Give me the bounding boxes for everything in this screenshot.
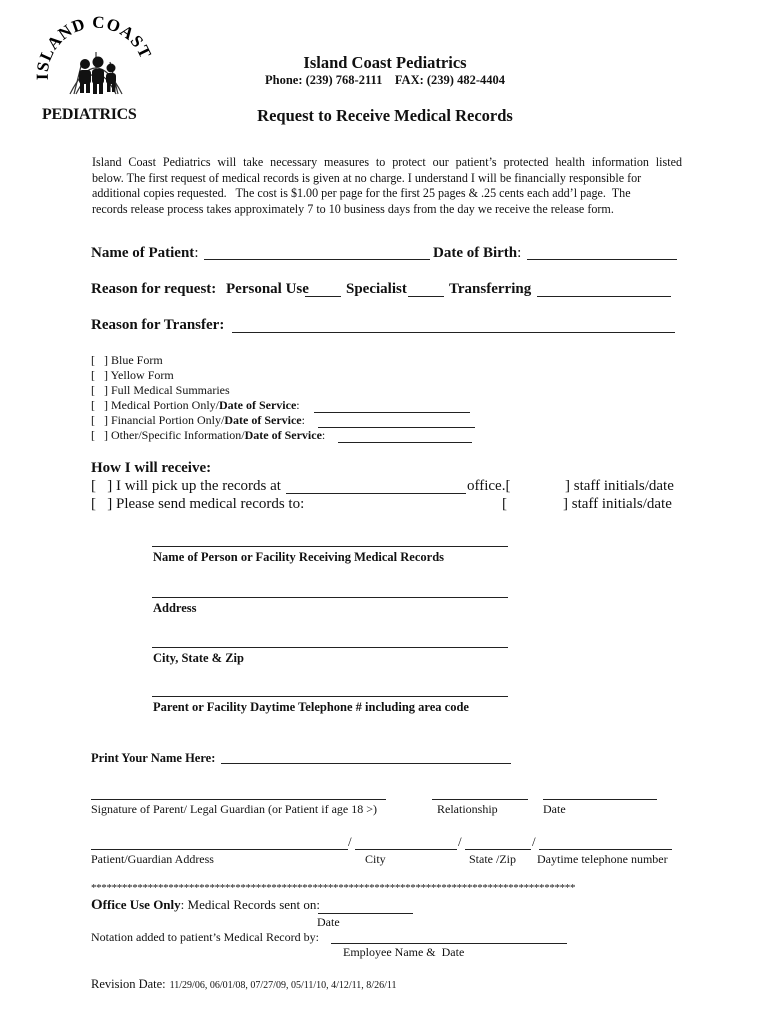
item-label: Financial Portion Only/ bbox=[111, 413, 225, 427]
intro-line-3: additional copies requested. The cost is $1.00 per page for the first 25 pages & .25 cents each add’l page. The bbox=[92, 186, 631, 200]
checkbox[interactable]: [ ] bbox=[91, 428, 108, 442]
colon: : bbox=[321, 428, 326, 442]
bracket: [ bbox=[502, 496, 507, 512]
divider-stars: ********************************************************************************************** bbox=[91, 882, 576, 894]
checklist-item bbox=[91, 413, 325, 428]
relationship-input[interactable] bbox=[432, 799, 528, 800]
pickup-row bbox=[91, 478, 281, 495]
checkbox[interactable]: [ ] bbox=[91, 413, 108, 427]
sent-on-label: Medical Records sent on: bbox=[187, 897, 321, 912]
transfer-reason-label: Reason for Transfer: bbox=[91, 317, 225, 333]
colon: : bbox=[517, 245, 522, 261]
guardian-phone-label: Daytime telephone number bbox=[537, 852, 668, 866]
sig-date-input[interactable] bbox=[543, 799, 657, 800]
date-of-service-label: Date of Service bbox=[244, 428, 322, 442]
recipient-name-input[interactable] bbox=[152, 546, 508, 547]
guardian-address-input[interactable] bbox=[91, 849, 348, 850]
employee-label: Employee Name & Date bbox=[343, 945, 465, 959]
sent-on-input[interactable] bbox=[318, 913, 413, 914]
checklist-item bbox=[91, 398, 325, 413]
guardian-phone-input[interactable] bbox=[539, 849, 672, 850]
receive-heading: How I will receive: bbox=[91, 460, 212, 476]
relationship-label: Relationship bbox=[437, 802, 498, 816]
sig-date-label: Date bbox=[543, 802, 566, 816]
print-name-label: Print Your Name Here: bbox=[91, 751, 216, 765]
logo-arc-text: ISLAND COAST bbox=[32, 12, 156, 81]
pickup-office-input[interactable] bbox=[286, 493, 466, 494]
patient-name-input[interactable] bbox=[204, 259, 430, 260]
reason-label: Reason for request: bbox=[91, 281, 217, 297]
item-label: Full Medical Summaries bbox=[111, 383, 230, 397]
form-title: Request to Receive Medical Records bbox=[257, 106, 513, 125]
date-of-service-label: Date of Service bbox=[224, 413, 302, 427]
colon: : bbox=[301, 413, 305, 427]
send-checkbox[interactable]: [ ] bbox=[91, 496, 113, 512]
revision-row bbox=[91, 975, 397, 993]
transfer-reason-input[interactable] bbox=[232, 332, 675, 333]
recipient-address-label: Address bbox=[153, 601, 197, 615]
personal-use-label: Personal Use bbox=[226, 281, 309, 297]
office-use-initial: O bbox=[91, 897, 103, 913]
recipient-city-input[interactable] bbox=[152, 647, 508, 648]
revision-dates: 11/29/06, 06/01/08, 07/27/09, 05/11/10, 4/12/11, 8/26/11 bbox=[169, 980, 397, 991]
slash: / bbox=[348, 834, 352, 849]
colon: : bbox=[180, 897, 185, 912]
colon: : bbox=[296, 398, 300, 412]
other-dos-input[interactable] bbox=[338, 442, 472, 443]
checkbox[interactable]: [ ] bbox=[91, 353, 108, 367]
guardian-city-label: City bbox=[365, 852, 386, 866]
signature-input[interactable] bbox=[91, 799, 386, 800]
intro-line-4: records release process takes approximately 7 to 10 business days from the day we receive the release form. bbox=[92, 201, 614, 216]
guardian-city-input[interactable] bbox=[355, 849, 457, 850]
patient-name-label: Name of Patient bbox=[91, 245, 195, 261]
phone-fax: Phone: (239) 768-2111 FAX: (239) 482-4404 bbox=[264, 73, 506, 87]
item-label: Blue Form bbox=[111, 353, 163, 367]
item-label: Yellow Form bbox=[110, 368, 174, 382]
specialist-label: Specialist bbox=[346, 281, 407, 297]
dob-row bbox=[433, 245, 521, 262]
transferring-label: Transferring bbox=[449, 281, 532, 297]
guardian-state-zip-label: State /Zip bbox=[469, 852, 516, 866]
staff-initials-1: ] staff initials/date bbox=[565, 478, 674, 494]
sent-date-label: Date bbox=[317, 915, 340, 929]
recipient-city-label: City, State & Zip bbox=[153, 651, 244, 665]
checklist-item bbox=[91, 353, 325, 368]
guardian-state-zip-input[interactable] bbox=[465, 849, 531, 850]
specialist-input[interactable] bbox=[408, 296, 444, 297]
medical-dos-input[interactable] bbox=[314, 412, 470, 413]
checkbox[interactable]: [ ] bbox=[91, 383, 108, 397]
colon: : bbox=[194, 245, 199, 261]
office-use-row bbox=[91, 897, 320, 914]
slash: / bbox=[458, 834, 462, 849]
financial-dos-input[interactable] bbox=[318, 427, 475, 428]
pickup-checkbox[interactable]: [ ] bbox=[91, 478, 113, 494]
pickup-label: I will pick up the records at bbox=[116, 478, 281, 494]
intro-paragraph bbox=[92, 155, 682, 217]
transferring-input[interactable] bbox=[537, 296, 671, 297]
recipient-name-label: Name of Person or Facility Receiving Medical Records bbox=[153, 550, 445, 564]
notation-label: Notation added to patient’s Medical Record by: bbox=[91, 930, 319, 944]
item-label: Other/Specific Information/ bbox=[111, 428, 245, 442]
send-label: Please send medical records to: bbox=[116, 496, 305, 512]
print-name-input[interactable] bbox=[221, 763, 511, 764]
checkbox[interactable]: [ ] bbox=[91, 368, 108, 382]
personal-use-input[interactable] bbox=[305, 296, 341, 297]
dob-input[interactable] bbox=[527, 259, 677, 260]
date-of-service-label: Date of Service bbox=[219, 398, 297, 412]
clinic-name: Island Coast Pediatrics bbox=[303, 53, 467, 72]
dob-label: Date of Birth bbox=[433, 245, 518, 261]
office-label: office.[ bbox=[467, 478, 511, 494]
recipient-address-input[interactable] bbox=[152, 597, 508, 598]
logo-emblem bbox=[30, 12, 160, 104]
slash: / bbox=[532, 834, 536, 849]
checklist-item bbox=[91, 368, 325, 383]
logo-wordmark: PEDIATRICS bbox=[42, 106, 137, 123]
office-use-label: ffice Use Only bbox=[102, 897, 181, 912]
guardian-address-label: Patient/Guardian Address bbox=[91, 852, 214, 866]
recipient-phone-label: Parent or Facility Daytime Telephone # including area code bbox=[153, 700, 469, 714]
checklist-item bbox=[91, 383, 325, 398]
recipient-phone-input[interactable] bbox=[152, 696, 508, 697]
checkbox[interactable]: [ ] bbox=[91, 398, 108, 412]
patient-name-row bbox=[91, 245, 198, 262]
checklist-item bbox=[91, 428, 325, 443]
send-row bbox=[91, 496, 304, 513]
logo bbox=[30, 12, 160, 124]
signature-label: Signature of Parent/ Legal Guardian (or Patient if age 18 >) bbox=[91, 802, 378, 816]
intro-line-1: Island Coast Pediatrics will take necessary measures to protect our patient’s protected health information listed bbox=[92, 155, 682, 169]
item-label: Medical Portion Only/ bbox=[111, 398, 219, 412]
intro-line-2: below. The first request of medical records is given at no charge. I understand I will be financially responsible for bbox=[92, 170, 642, 185]
revision-label: Revision Date: bbox=[91, 977, 166, 991]
staff-initials-2: ] staff initials/date bbox=[563, 496, 672, 512]
checklist bbox=[91, 353, 325, 443]
notation-input[interactable] bbox=[331, 943, 567, 944]
